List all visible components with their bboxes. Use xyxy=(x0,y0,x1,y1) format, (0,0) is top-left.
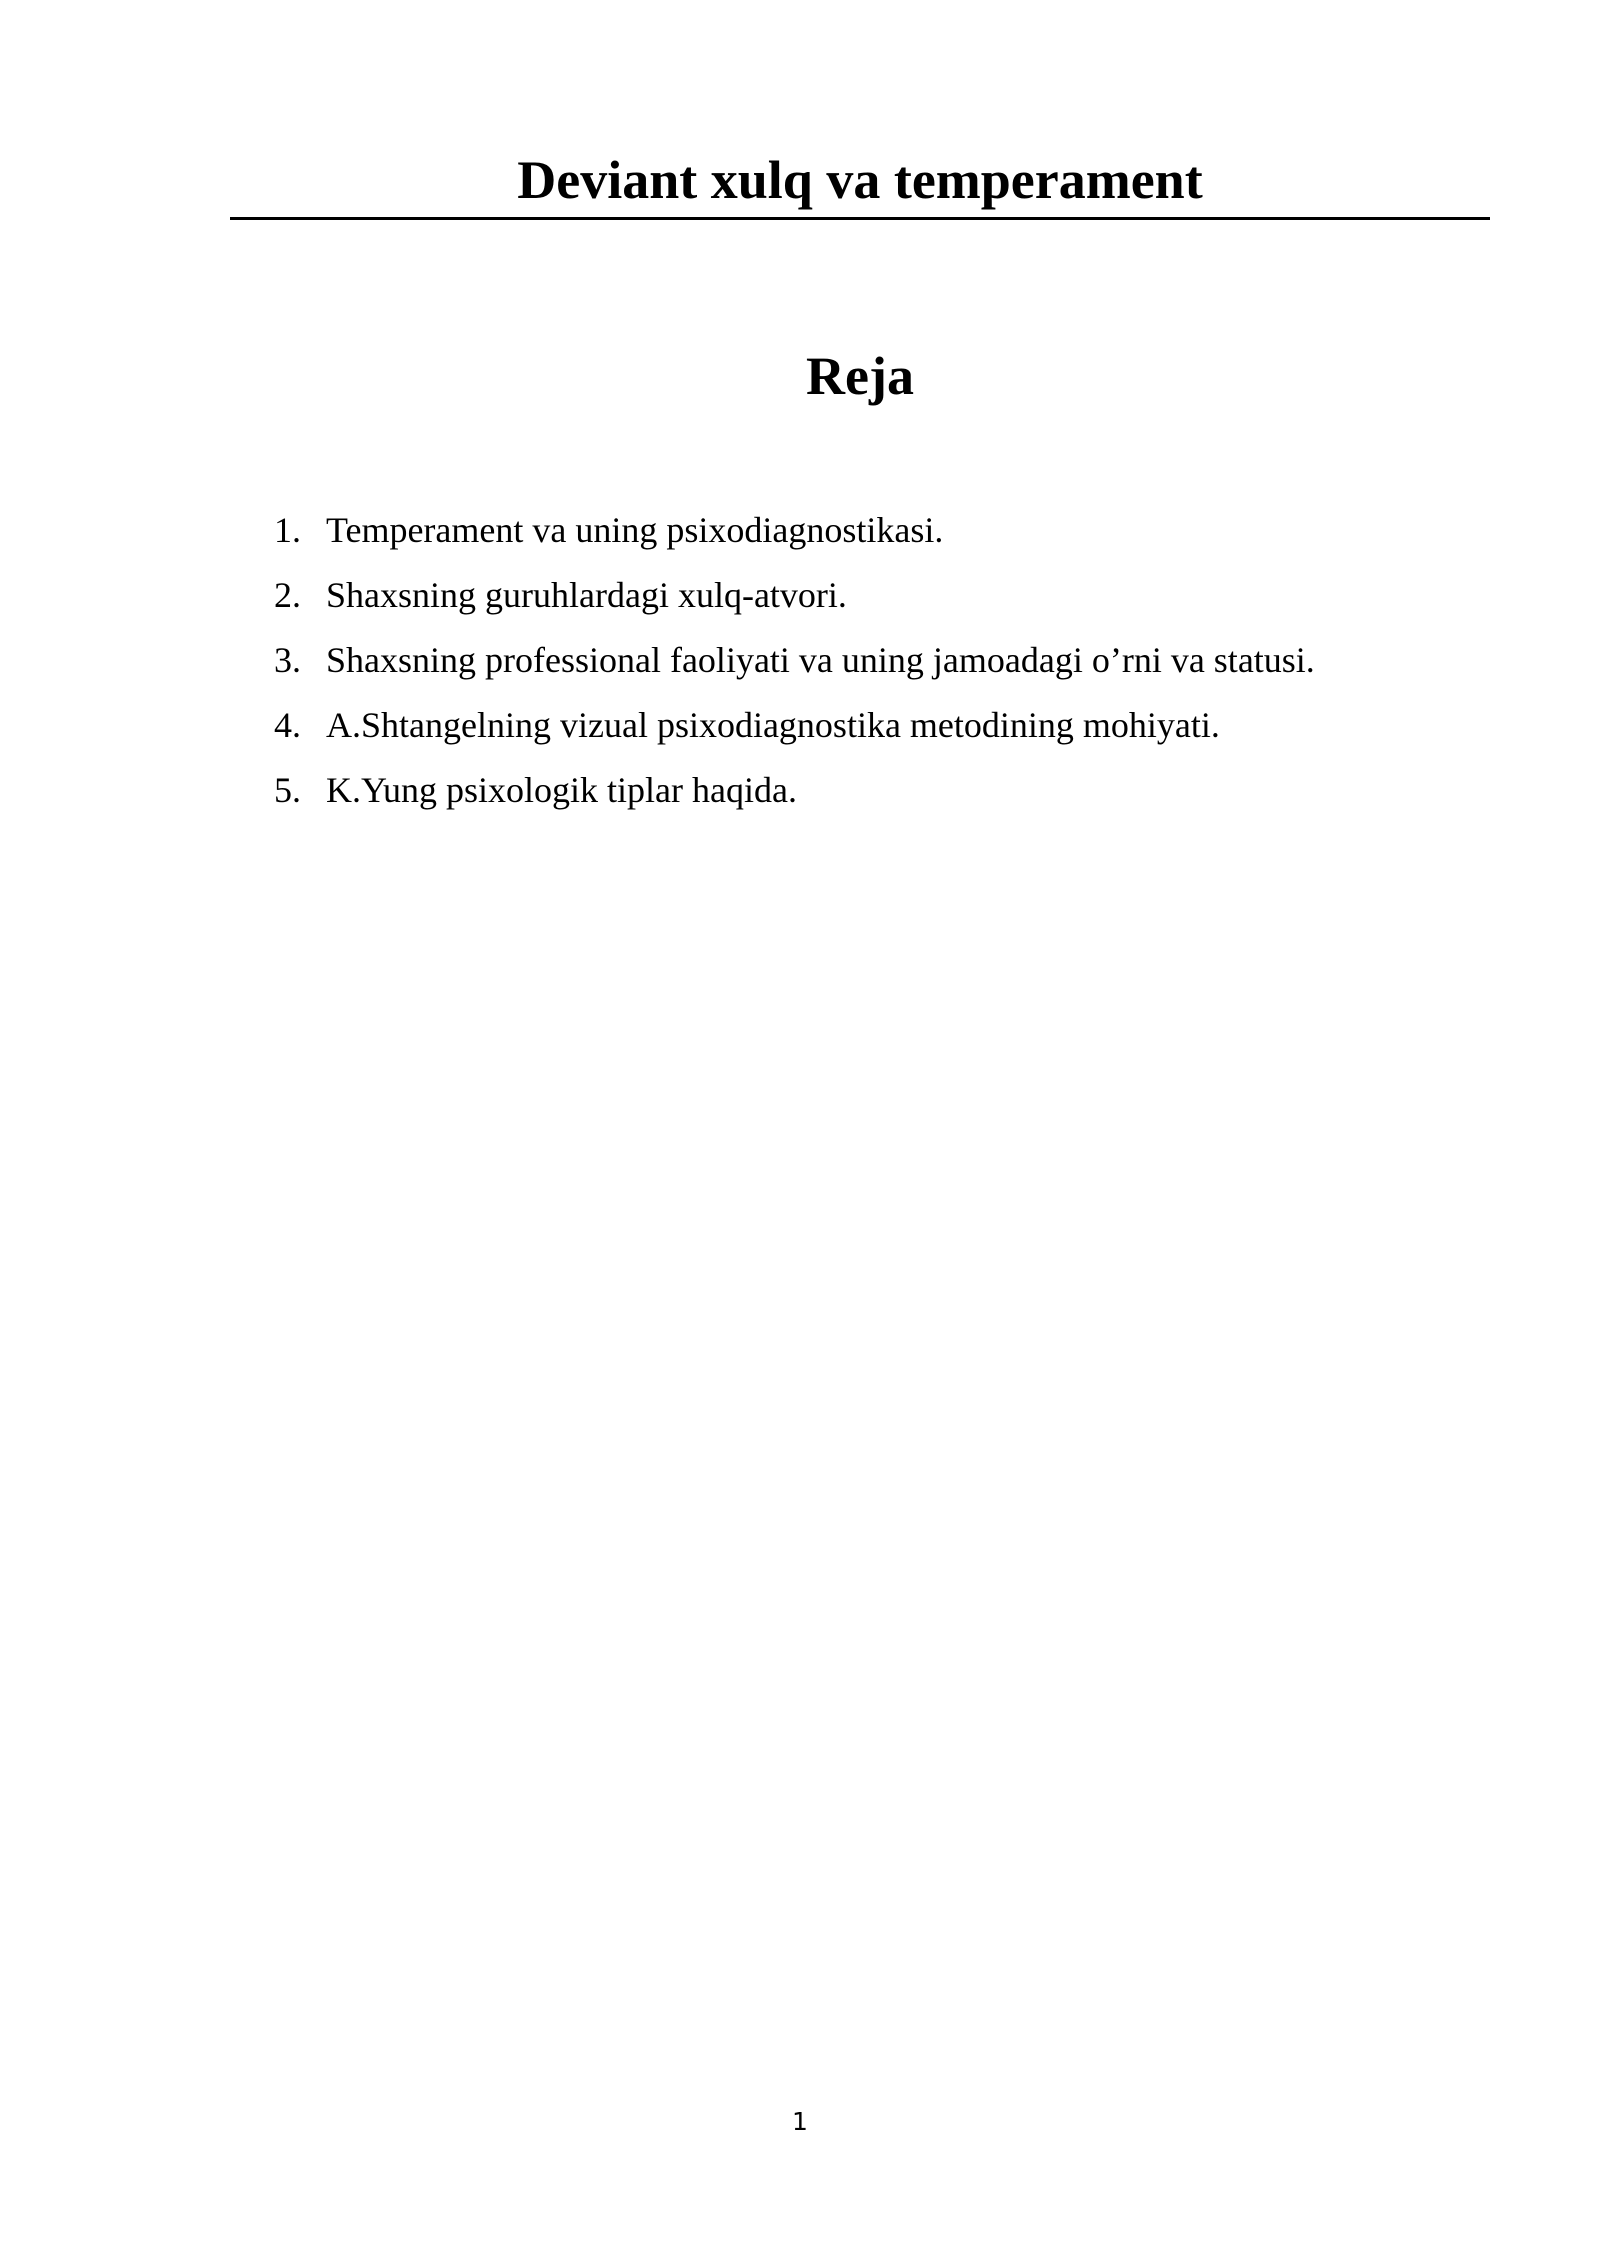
page-number: 1 xyxy=(792,2107,808,2136)
plan-item-number: 3. xyxy=(274,640,301,680)
plan-item-number: 5. xyxy=(274,770,301,810)
plan-item xyxy=(274,498,1315,563)
plan-heading: Reja xyxy=(806,346,914,406)
plan-item-text: Temperament va uning psixodiagnostikasi. xyxy=(326,510,944,550)
plan-item xyxy=(274,758,1315,823)
plan-item xyxy=(274,563,1315,628)
plan-item-number: 2. xyxy=(274,575,301,615)
plan-item xyxy=(274,628,1315,693)
plan-item-text: K.Yung psixologik tiplar haqida. xyxy=(326,770,797,810)
title-underline xyxy=(230,217,1490,220)
plan-item-text: Shaxsning professional faoliyati va uning jamoadagi o’rni va statusi. xyxy=(326,640,1315,680)
plan-item-text: Shaxsning guruhlardagi xulq-atvori. xyxy=(326,575,847,615)
plan-list xyxy=(274,498,1315,823)
document-title: Deviant xulq va temperament xyxy=(517,150,1203,210)
plan-item xyxy=(274,693,1315,758)
plan-item-text: A.Shtangelning vizual psixodiagnostika metodining mohiyati. xyxy=(326,705,1220,745)
plan-item-number: 1. xyxy=(274,510,301,550)
plan-item-number: 4. xyxy=(274,705,301,745)
